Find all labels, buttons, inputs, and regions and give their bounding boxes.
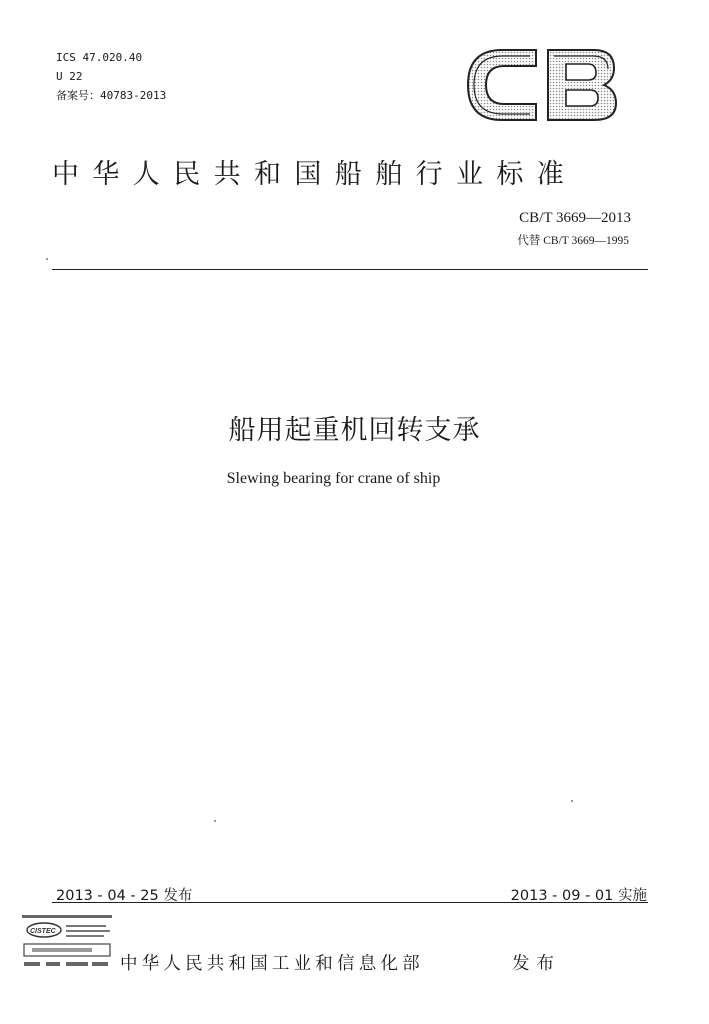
- replaces-standard: 代替 CB/T 3669—1995: [517, 235, 629, 247]
- top-divider: [52, 269, 648, 270]
- scan-speck: [214, 820, 216, 822]
- effective-date: 2013 - 09 - 01 实施: [510, 888, 647, 904]
- logo-letters: CB: [542, 92, 544, 93]
- filing-number: 备案号：40783-2013: [56, 89, 167, 102]
- ics-code: ICS 47.020.40: [56, 51, 143, 64]
- classification-code: U 22: [56, 70, 83, 83]
- publisher: 中华人民共和国工业和信息化部: [120, 954, 424, 974]
- bottom-divider: [52, 902, 648, 903]
- publish-label: 发布: [512, 954, 561, 974]
- header-meta: [56, 48, 166, 105]
- cb-logo-icon: [462, 42, 622, 128]
- scan-speck: [46, 258, 48, 260]
- standard-number: CB/T 3669—2013: [519, 210, 631, 226]
- scan-speck: [571, 800, 573, 802]
- stamp-text: CISTEC: [30, 928, 56, 935]
- standard-banner: 中华人民共和国船舶行业标准: [52, 159, 578, 190]
- issue-date: 2013 - 04 - 25 发布: [56, 888, 193, 904]
- cissec-stamp-icon: [22, 913, 116, 973]
- title-english: Slewing bearing for crane of ship: [226, 470, 441, 487]
- title-chinese: 船用起重机回转支承: [228, 415, 481, 446]
